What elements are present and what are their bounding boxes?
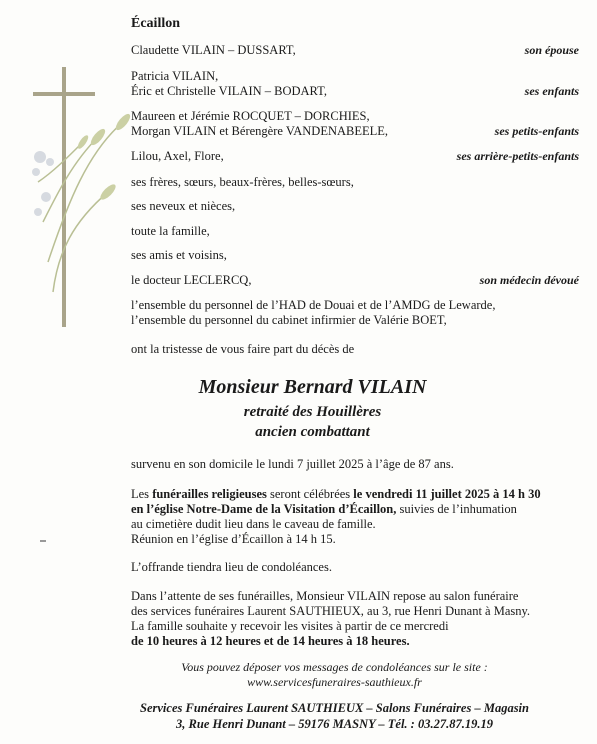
visit-line: Dans l’attente de ses funérailles, Monsieur VILAIN repose au salon funéraire	[131, 589, 519, 603]
town-heading: Écaillon	[131, 16, 181, 31]
family-line: ses frères, sœurs, beaux-frères, belles-sœurs,	[131, 175, 354, 189]
funeral-line: au cimetière dudit lieu dans le caveau de famille.	[131, 517, 376, 531]
staff-line: l’ensemble du personnel du cabinet infirmier de Valérie BOET,	[131, 313, 447, 327]
visit-hours: de 10 heures à 12 heures et de 14 heures à 18 heures.	[131, 634, 410, 648]
family-line: Patricia VILAIN,	[131, 69, 219, 83]
funeral-date: le vendredi 11 juillet 2025 à 14 h 30	[353, 487, 541, 501]
relation-label: ses petits-enfants	[494, 124, 579, 138]
family-line: Morgan VILAIN et Bérengère VANDENABEELE,	[131, 124, 389, 138]
site-text: Vous pouvez déposer vos messages de condoléances sur le site :	[181, 660, 488, 674]
funeral-line	[131, 502, 517, 517]
funeral-line	[131, 487, 541, 502]
cross-wheat-illustration	[28, 62, 138, 332]
funeral-text: suivies de l’inhumation	[396, 502, 517, 516]
deceased-title: retraité des Houillères	[243, 404, 382, 420]
family-line: le docteur LECLERCQ,	[131, 273, 252, 287]
family-line: toute la famille,	[131, 224, 210, 238]
visit-line: La famille souhaite y recevoir les visites à partir de ce mercredi	[131, 619, 449, 633]
family-line: ses amis et voisins,	[131, 248, 227, 262]
announcement-text: ont la tristesse de vous faire part du décès de	[131, 342, 355, 356]
family-line: Maureen et Jérémie ROCQUET – DORCHIES,	[131, 109, 370, 123]
family-line: Lilou, Axel, Flore,	[131, 149, 224, 163]
relation-label: son épouse	[524, 43, 579, 57]
deceased-name: Monsieur Bernard VILAIN	[198, 376, 427, 398]
footer-company: Services Funéraires Laurent SAUTHIEUX – Salons Funéraires – Magasin	[140, 701, 529, 715]
relation-label: ses enfants	[524, 84, 579, 98]
funeral-church: en l’église Notre-Dame de la Visitation d’Écaillon,	[131, 502, 397, 516]
relation-label: ses arrière-petits-enfants	[456, 149, 579, 163]
visit-line: des services funéraires Laurent SAUTHIEUX, au 3, rue Henri Dunant à Masny.	[131, 604, 531, 618]
scan-mark	[40, 540, 46, 542]
site-url[interactable]: www.servicesfuneraires-sauthieux.fr	[247, 675, 422, 689]
funeral-text: seront célébrées	[266, 487, 354, 501]
funeral-text: Les	[131, 487, 153, 501]
funeral-line: Réunion en l’église d’Écaillon à 14 h 15.	[131, 532, 336, 546]
family-line: ses neveux et nièces,	[131, 199, 236, 213]
relation-label: son médecin dévoué	[479, 273, 579, 287]
family-line: Claudette VILAIN – DUSSART,	[131, 43, 296, 57]
funeral-emphasis: funérailles religieuses	[152, 487, 267, 501]
footer-address: 3, Rue Henri Dunant – 59176 MASNY – Tél. : 03.27.87.19.19	[176, 717, 493, 731]
offering-text: L’offrande tiendra lieu de condoléances.	[131, 560, 332, 574]
deceased-title: ancien combattant	[255, 424, 370, 440]
death-text: survenu en son domicile le lundi 7 juillet 2025 à l’âge de 87 ans.	[131, 457, 454, 471]
staff-line: l’ensemble du personnel de l’HAD de Douai et de l’AMDG de Lewarde,	[131, 298, 496, 312]
family-line: Éric et Christelle VILAIN – BODART,	[131, 84, 327, 98]
